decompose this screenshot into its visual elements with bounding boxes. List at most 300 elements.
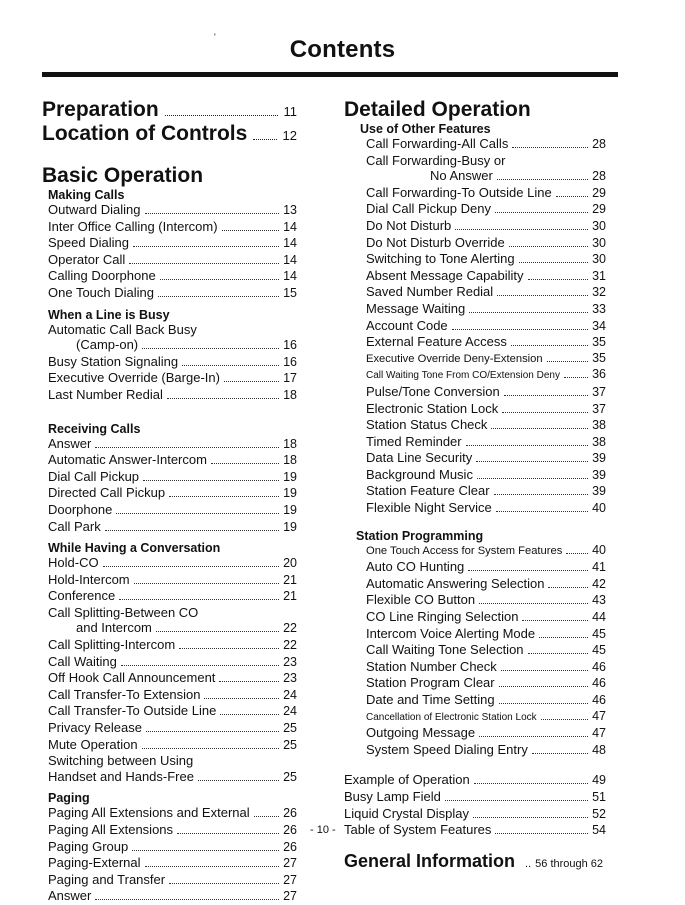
dot-leader	[502, 412, 588, 413]
section-detailed-operation: Detailed Operation	[344, 98, 531, 121]
toc-page: 12	[282, 128, 297, 143]
toc-page: 47	[592, 708, 606, 723]
dot-leader	[169, 496, 279, 497]
toc-entry	[42, 888, 297, 905]
toc-label: Call Waiting	[48, 653, 117, 669]
toc-page: 18	[283, 453, 297, 468]
toc-label: External Feature Access	[366, 334, 507, 350]
toc-label: Message Waiting	[366, 300, 466, 316]
toc-page: 33	[592, 301, 606, 316]
toc-label: Saved Number Redial	[366, 284, 494, 300]
toc-page: 25	[283, 721, 297, 736]
toc-label: Paging-External	[48, 855, 141, 871]
toc-entry	[344, 251, 606, 268]
toc-page: 35	[592, 335, 606, 350]
dot-leader	[145, 213, 280, 214]
toc-page: 54	[592, 823, 606, 838]
dot-leader	[468, 570, 588, 571]
toc-page: 29	[592, 185, 606, 200]
toc-entry	[42, 519, 297, 536]
toc-label: Location of Controls	[42, 122, 248, 145]
receiving-list	[42, 436, 297, 536]
toc-page: 49	[592, 773, 606, 788]
toc-entry	[344, 709, 606, 726]
toc-location-of-controls	[42, 122, 297, 146]
toc-entry	[344, 692, 606, 709]
other-list-c	[344, 384, 606, 517]
dot-leader	[133, 246, 279, 247]
toc-page: 17	[283, 371, 297, 386]
toc-page: 26	[283, 806, 297, 821]
toc-entry	[42, 805, 297, 822]
toc-page: 39	[592, 467, 606, 482]
dot-leader	[254, 816, 279, 817]
dot-leader	[142, 348, 279, 349]
toc-entry	[344, 500, 606, 517]
subsection-paging: Paging	[48, 791, 90, 806]
toc-entry	[344, 806, 606, 823]
dot-leader	[445, 800, 588, 801]
programming-list-b	[344, 725, 606, 758]
toc-entry	[344, 351, 606, 368]
toc-label: Dial Call Pickup	[48, 468, 140, 484]
toc-entry	[42, 469, 297, 486]
toc-entry	[42, 822, 297, 839]
toc-entry	[344, 543, 606, 560]
toc-entry	[344, 789, 606, 806]
toc-entry	[344, 417, 606, 434]
toc-entry	[42, 436, 297, 453]
toc-label: Outward Dialing	[48, 202, 141, 217]
dot-leader	[253, 139, 276, 140]
dot-leader	[469, 312, 588, 313]
toc-entry	[42, 337, 297, 354]
section-basic-operation: Basic Operation	[42, 164, 204, 187]
dot-leader	[121, 665, 279, 666]
toc-page: 36	[592, 367, 606, 382]
toc-label: Cancellation of Electronic Station Lock	[366, 711, 537, 723]
toc-page: 19	[283, 502, 297, 517]
toc-label: Automatic Answer-Intercom	[48, 452, 207, 468]
toc-page: 19	[283, 519, 297, 534]
toc-label: Automatic Answering Selection	[366, 575, 545, 591]
dot-leader	[477, 478, 588, 479]
dot-leader	[182, 365, 279, 366]
conversation-list-a	[42, 555, 297, 605]
dot-leader	[142, 748, 279, 749]
toc-label: Intercom Voice Alerting Mode	[366, 625, 536, 641]
dot-leader	[496, 511, 588, 512]
toc-page: 44	[592, 610, 606, 625]
dot-leader	[512, 147, 588, 148]
toc-label: Call Forwarding-All Calls	[366, 136, 509, 151]
toc-label: Calling Doorphone	[48, 268, 156, 284]
dot-leader	[224, 381, 279, 382]
toc-entry	[344, 659, 606, 676]
dot-leader	[547, 361, 589, 362]
toc-entry	[42, 555, 297, 572]
toc-entry	[344, 450, 606, 467]
toc-page: 26	[283, 839, 297, 854]
toc-page: 11	[283, 104, 297, 119]
dot-leader	[495, 212, 588, 213]
toc-entry	[344, 284, 606, 301]
toc-label: Example of Operation	[344, 772, 470, 788]
dot-leader	[474, 783, 588, 784]
toc-page: 22	[283, 638, 297, 653]
toc-label: Flexible CO Button	[366, 592, 476, 608]
toc-label: CO Line Ringing Selection	[366, 609, 519, 625]
toc-label: and Intercom	[76, 620, 152, 636]
toc-page: 37	[592, 401, 606, 416]
toc-entry	[344, 642, 606, 659]
toc-page: 27	[283, 889, 297, 904]
toc-label: Directed Call Pickup	[48, 485, 166, 501]
dot-leader	[532, 753, 588, 754]
toc-entry	[344, 772, 606, 789]
toc-page: 27	[283, 856, 297, 871]
toc-entry	[42, 452, 297, 469]
dot-leader	[119, 599, 279, 600]
dot-leader	[473, 817, 588, 818]
toc-label: Call Park	[48, 518, 101, 534]
toc-entry	[344, 434, 606, 451]
dot-leader	[146, 731, 279, 732]
dot-leader	[479, 603, 588, 604]
toc-entry	[344, 822, 606, 839]
toc-preparation	[42, 98, 297, 122]
toc-entry	[42, 285, 297, 302]
dot-leader	[479, 736, 588, 737]
toc-label: Table of System Features	[344, 822, 492, 838]
subsection-receiving-calls: Receiving Calls	[48, 421, 141, 436]
dot-leader	[564, 377, 588, 378]
dot-leader	[497, 295, 588, 296]
toc-label: Pulse/Tone Conversion	[366, 383, 500, 399]
toc-page: 25	[283, 737, 297, 752]
dot-leader	[504, 395, 588, 396]
toc-label: Executive Override Deny-Extension	[366, 352, 543, 365]
dot-leader	[165, 115, 278, 116]
toc-entry	[344, 136, 606, 153]
toc-page: 43	[592, 593, 606, 608]
toc-page: 27	[283, 872, 297, 887]
dot-leader: ..	[525, 857, 532, 870]
toc-page: 32	[592, 285, 606, 300]
toc-entry	[344, 218, 606, 235]
toc-page: 51	[592, 789, 606, 804]
toc-label: Switching between Using	[48, 753, 194, 769]
dot-leader	[509, 246, 588, 247]
toc-page: 37	[592, 384, 606, 399]
toc-label: Electronic Station Lock	[366, 400, 499, 416]
dot-leader	[491, 428, 588, 429]
misc-list	[344, 772, 606, 838]
toc-label: Do Not Disturb Override	[366, 234, 505, 250]
dot-leader	[528, 279, 589, 280]
toc-label: Call Splitting-Intercom	[48, 637, 176, 653]
toc-entry	[344, 334, 606, 351]
toc-label: Busy Lamp Field	[344, 788, 441, 804]
dot-leader	[497, 179, 588, 180]
toc-page: 48	[592, 742, 606, 757]
dot-leader	[522, 620, 588, 621]
toc-page: 13	[283, 203, 297, 217]
toc-entry	[42, 737, 297, 754]
toc-label: Operator Call	[48, 251, 126, 267]
toc-entry	[344, 725, 606, 742]
dot-leader	[95, 899, 279, 900]
toc-label: Auto CO Hunting	[366, 559, 465, 575]
toc-entry	[42, 670, 297, 687]
dot-leader	[548, 587, 588, 588]
toc-entry	[344, 675, 606, 692]
toc-label: Answer	[48, 435, 92, 451]
toc-label: Station Number Check	[366, 658, 497, 674]
toc-entry	[344, 384, 606, 401]
toc-label: Handset and Hands-Free	[48, 768, 194, 784]
toc-entry	[42, 202, 297, 219]
toc-page: 25	[283, 769, 297, 784]
toc-entry	[344, 592, 606, 609]
dot-leader	[129, 263, 279, 264]
toc-entry	[344, 201, 606, 218]
dot-leader	[455, 229, 588, 230]
toc-label: Call Forwarding-To Outside Line	[366, 184, 552, 200]
toc-page: 38	[592, 418, 606, 433]
toc-entry	[42, 572, 297, 589]
toc-label: No Answer	[430, 168, 493, 184]
toc-label: Doorphone	[48, 501, 113, 517]
toc-entry	[344, 168, 606, 185]
dot-leader	[501, 670, 588, 671]
toc-label: Conference	[48, 588, 116, 604]
toc-page: 21	[283, 572, 297, 587]
toc-label: Flexible Night Service	[366, 500, 492, 516]
toc-page: 40	[592, 501, 606, 516]
toc-entry	[42, 370, 297, 387]
toc-page: 28	[592, 137, 606, 151]
toc-page: 24	[283, 687, 297, 702]
title-rule	[42, 72, 618, 77]
toc-entry	[42, 268, 297, 285]
left-column	[42, 98, 297, 905]
toc-page: 14	[283, 252, 297, 267]
toc-entry	[344, 318, 606, 335]
toc-label: Call Forwarding-Busy or	[366, 152, 506, 168]
toc-label: Executive Override (Barge-In)	[48, 370, 220, 386]
toc-entry	[42, 872, 297, 889]
toc-page: 22	[283, 621, 297, 636]
dot-leader	[495, 833, 588, 834]
toc-entry	[42, 769, 297, 786]
stray-mark: '	[214, 32, 216, 42]
toc-entry	[42, 252, 297, 269]
dot-leader	[476, 461, 588, 462]
toc-label: Last Number Redial	[48, 386, 163, 402]
toc-page: 39	[592, 484, 606, 499]
toc-entry	[344, 742, 606, 759]
toc-entry	[42, 485, 297, 502]
toc-page: 40	[592, 542, 606, 557]
toc-label: Switching to Tone Alerting	[366, 251, 515, 267]
toc-page: 21	[283, 589, 297, 604]
toc-label: Call Splitting-Between CO	[48, 604, 199, 620]
toc-entry	[42, 855, 297, 872]
toc-label: Absent Message Capability	[366, 267, 524, 283]
toc-page: 39	[592, 451, 606, 466]
toc-entry	[42, 703, 297, 720]
toc-page: 56 through 62	[535, 857, 604, 870]
toc-label: Outgoing Message	[366, 725, 476, 741]
dot-leader	[219, 681, 279, 682]
toc-label: System Speed Dialing Entry	[366, 741, 528, 757]
right-column	[344, 98, 606, 872]
toc-page: 46	[592, 676, 606, 691]
toc-label: Automatic Call Back Busy	[48, 321, 197, 337]
subsection-conversation: While Having a Conversation	[48, 541, 221, 556]
dot-leader	[511, 345, 588, 346]
dot-leader	[116, 513, 279, 514]
toc-entry	[42, 235, 297, 252]
toc-entry	[344, 559, 606, 576]
dot-leader	[134, 583, 279, 584]
toc-page: 30	[592, 252, 606, 267]
toc-entry	[344, 235, 606, 252]
dot-leader	[519, 262, 588, 263]
toc-label: Busy Station Signaling	[48, 353, 179, 369]
toc-page: 45	[592, 626, 606, 641]
toc-label: Liquid Crystal Display	[344, 805, 469, 821]
toc-page: 18	[283, 387, 297, 402]
toc-label: Call Transfer-To Extension	[48, 686, 201, 702]
toc-entry	[42, 637, 297, 654]
dot-leader	[132, 850, 279, 851]
toc-page: 30	[592, 218, 606, 233]
toc-page: 16	[283, 354, 297, 369]
toc-page: 46	[592, 693, 606, 707]
dot-leader	[566, 553, 588, 554]
toc-page: 41	[592, 560, 606, 575]
toc-label: (Camp-on)	[76, 337, 139, 353]
toc-page: 47	[592, 726, 606, 741]
toc-page: 30	[592, 235, 606, 250]
dot-leader	[105, 530, 279, 531]
toc-label: Hold-CO	[48, 555, 99, 571]
toc-page: 24	[283, 704, 297, 719]
dot-leader	[494, 494, 589, 495]
toc-page: 20	[283, 556, 297, 571]
conversation-list-b	[42, 637, 297, 753]
toc-entry	[42, 654, 297, 671]
dot-leader	[204, 698, 279, 699]
toc-label: Privacy Release	[48, 720, 142, 736]
dot-leader	[528, 653, 589, 654]
toc-page: 31	[592, 268, 606, 283]
other-list-a	[344, 136, 606, 153]
toc-page: 38	[592, 434, 606, 449]
paging-list	[42, 805, 297, 905]
subsection-making-calls: Making Calls	[48, 188, 125, 202]
dot-leader	[539, 637, 588, 638]
toc-entry	[42, 720, 297, 737]
dot-leader	[220, 714, 279, 715]
toc-label: Inter Office Calling (Intercom)	[48, 218, 218, 234]
toc-page: 16	[283, 338, 297, 353]
toc-page: 19	[283, 469, 297, 484]
toc-entry	[344, 268, 606, 285]
toc-page: 46	[592, 659, 606, 674]
toc-label: General Information	[344, 850, 516, 871]
programming-list-a	[344, 559, 606, 708]
toc-entry	[42, 219, 297, 236]
toc-entry	[42, 354, 297, 371]
toc-label: One Touch Dialing	[48, 284, 154, 300]
dot-leader	[160, 279, 279, 280]
page-number: - 10 -	[310, 824, 336, 836]
dot-leader	[499, 686, 588, 687]
toc-label: Call Waiting Tone Selection	[366, 642, 524, 658]
toc-page: 52	[592, 806, 606, 821]
toc-entry	[344, 626, 606, 643]
toc-entry	[344, 185, 606, 202]
toc-label: Paging All Extensions	[48, 822, 174, 837]
dot-leader	[222, 230, 280, 231]
toc-label: Mute Operation	[48, 736, 138, 752]
toc-page: 19	[283, 486, 297, 501]
dot-leader	[143, 480, 279, 481]
toc-label: Call Transfer-To Outside Line	[48, 703, 217, 719]
toc-entry	[42, 502, 297, 519]
other-list-b	[344, 185, 606, 351]
dot-leader	[211, 463, 279, 464]
toc-entry	[344, 576, 606, 593]
subsection-other-features: Use of Other Features	[360, 122, 491, 136]
toc-label: Preparation	[42, 98, 159, 121]
dot-leader	[466, 445, 588, 446]
toc-page: 26	[283, 823, 297, 837]
toc-label: Speed Dialing	[48, 235, 129, 251]
toc-label: Paging Group	[48, 838, 129, 854]
toc-page: 35	[592, 350, 606, 365]
toc-label: Station Status Check	[366, 417, 488, 433]
toc-page: 29	[592, 202, 606, 217]
toc-entry	[42, 687, 297, 704]
dot-leader	[167, 398, 279, 399]
toc-label: Data Line Security	[366, 450, 473, 466]
subsection-station-programming: Station Programming	[356, 528, 484, 543]
toc-label: Timed Reminder	[366, 433, 462, 449]
toc-entry	[344, 367, 606, 384]
toc-entry	[42, 387, 297, 404]
busy-list	[42, 354, 297, 404]
toc-label: Hold-Intercom	[48, 571, 130, 587]
dot-leader	[103, 566, 280, 567]
toc-page: 34	[592, 318, 606, 333]
dot-leader	[95, 447, 279, 448]
dot-leader	[169, 883, 279, 884]
toc-entry	[344, 483, 606, 500]
toc-page: 14	[283, 236, 297, 251]
dot-leader	[452, 329, 588, 330]
toc-label: Station Feature Clear	[366, 483, 490, 499]
toc-label: Dial Call Pickup Deny	[366, 201, 491, 217]
toc-page: 45	[592, 643, 606, 658]
toc-label: One Touch Access for System Features	[366, 544, 563, 557]
toc-label: Paging and Transfer	[48, 871, 166, 887]
toc-label: Answer	[48, 888, 92, 904]
toc-entry	[344, 467, 606, 484]
